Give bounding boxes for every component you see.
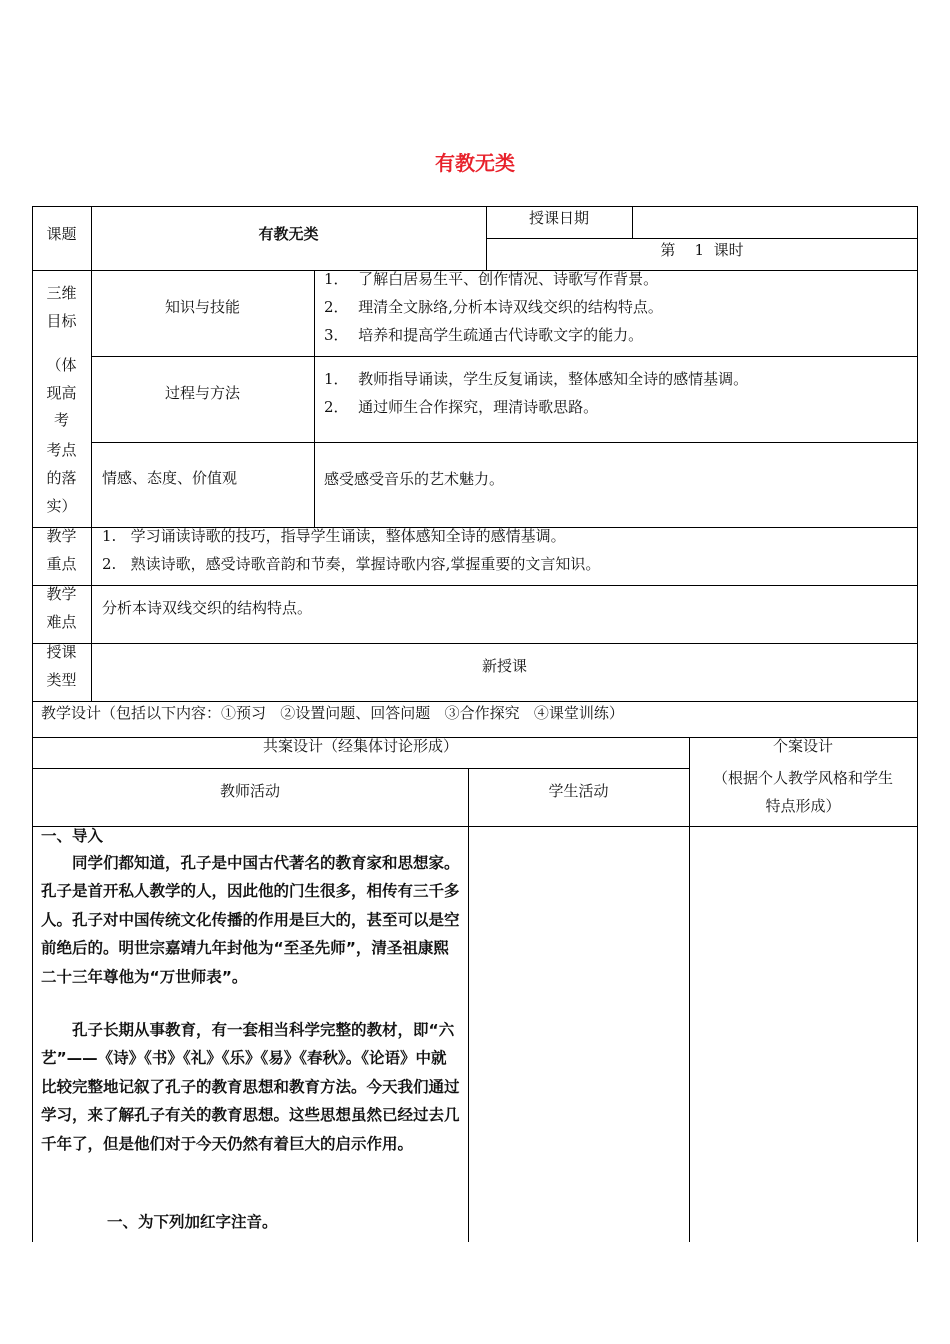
lesson-type-label: 类型	[46, 671, 77, 689]
key-points-label: 教学	[46, 527, 77, 545]
teacher-activity-header: 教师活动	[219, 782, 280, 800]
process-item: 1． 教师指导诵读，学生反复诵读，整体感知全诗的感情基调。	[324, 370, 749, 388]
key-points-label: 重点	[46, 555, 77, 573]
process-label: 过程与方法	[164, 384, 240, 402]
knowledge-item: 2． 理清全文脉络,分析本诗双线交织的结构特点。	[324, 298, 663, 316]
lesson-type-value: 新授课	[481, 657, 527, 675]
document-title: 有教无类	[435, 151, 515, 175]
emotion-text: 感受感受音乐的艺术魅力。	[324, 470, 505, 488]
key-point-item: 1. 学习诵读诗歌的技巧，指导学生诵读，整体感知全诗的感情基调。	[102, 527, 566, 545]
difficulty-label: 难点	[46, 613, 77, 631]
difficulty-label: 教学	[46, 585, 77, 603]
design-note: 教学设计（包括以下内容：①预习 ②设置问题、回答问题 ③合作探究 ④课堂训练）	[41, 704, 624, 722]
section-heading: 一、导入	[41, 827, 104, 845]
subject-value: 有教无类	[258, 225, 319, 243]
intro-paragraph: 孔子长期从事教育，有一套相当科学完整的教材，即“六艺”——《诗》《书》《礼》《乐》《易》《春秋》。《论语》中就比较完整地记叙了孔子的教育思想和教育方法。今天我们通过学习，来了解孔子有关的教育思想。这些思想虽然已经过去几千年了，但是他们对于今天仍然有着巨大的启示作用。	[41, 1021, 460, 1153]
key-point-item: 2. 熟读诗歌，感受诗歌音韵和节奏，掌握诗歌内容,掌握重要的文言知识。	[102, 555, 601, 573]
difficulty-text: 分析本诗双线交织的结构特点。	[102, 599, 313, 617]
student-activity-header: 学生活动	[548, 782, 609, 800]
knowledge-item: 3． 培养和提高学生疏通古代诗歌文字的能力。	[324, 326, 644, 344]
process-item: 2． 通过师生合作探究，理清诗歌思路。	[324, 398, 599, 416]
intro-paragraph: 同学们都知道，孔子是中国古代著名的教育家和思想家。孔子是首开私人教学的人，因此他的门生很多，相传有三千多人。孔子对中国传统文化传播的作用是巨大的，甚至可以是空前绝后的。明世宗嘉靖九年封他为“至圣先师”，清圣祖康熙二十三年尊他为“万世师表”。	[41, 854, 460, 986]
date-label: 授课日期	[528, 209, 589, 227]
lesson-type-label: 授课	[46, 643, 77, 661]
individual-design-header: 个案设计	[772, 737, 833, 755]
exercise-heading: 一、为下列加红字注音。	[107, 1213, 278, 1231]
knowledge-label: 知识与技能	[164, 298, 240, 316]
lesson-number: 第 1 课时	[660, 241, 744, 259]
subject-label: 课题	[46, 225, 77, 243]
knowledge-item: 1． 了解白居易生平、创作情况、诗歌写作背景。	[324, 270, 659, 288]
shared-design-header: 共案设计（经集体讨论形成）	[262, 737, 458, 755]
individual-design-note: （根据个人教学风格和学生	[712, 769, 893, 787]
individual-design-note: 特点形成）	[765, 797, 841, 815]
emotion-label: 情感、态度、价值观	[102, 469, 238, 487]
